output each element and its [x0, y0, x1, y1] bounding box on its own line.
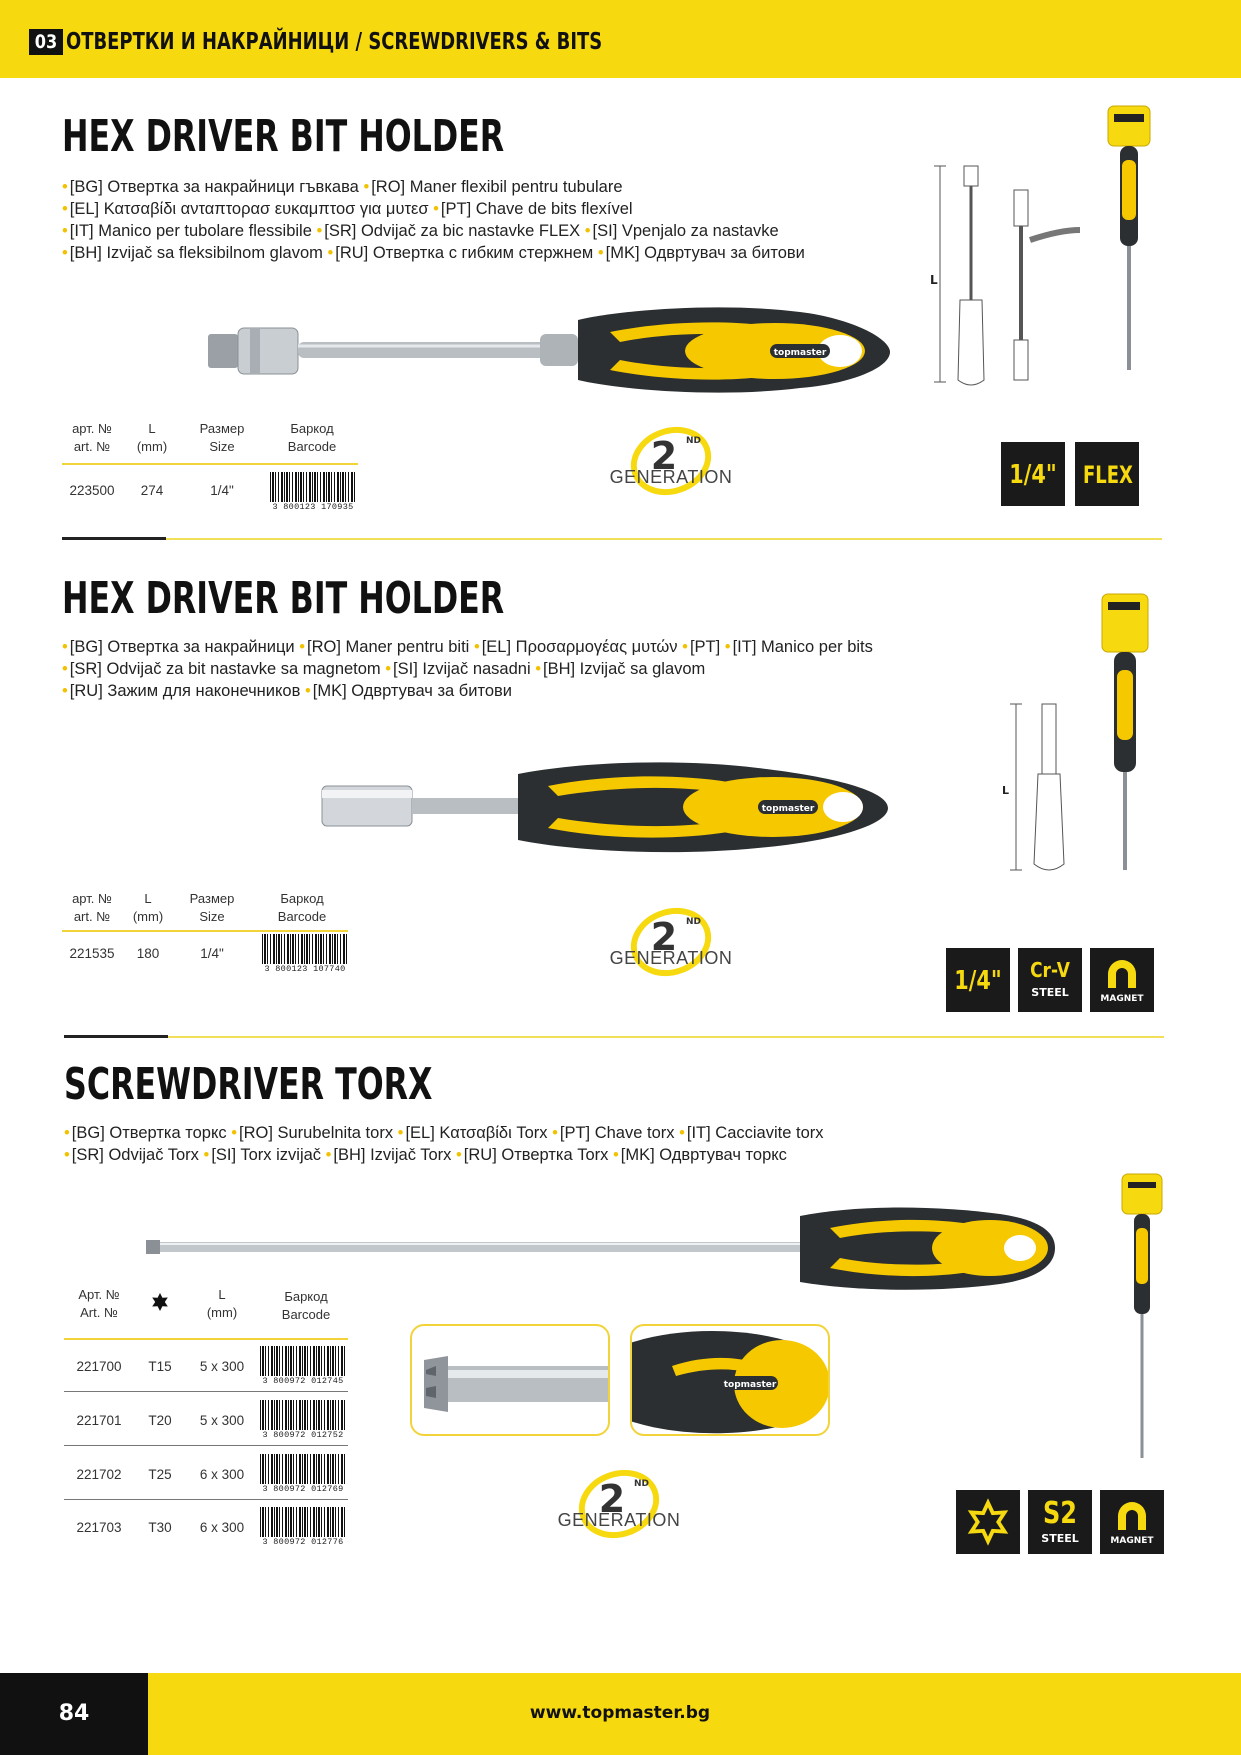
barcode-digits: 3 800972 012776: [262, 1537, 344, 1547]
magnet-badge: MAGNET: [1100, 1490, 1164, 1554]
cell-size: 6 x 300: [199, 1467, 245, 1482]
col-header-size: Размер Size: [189, 891, 235, 924]
header-rule: [62, 463, 358, 465]
flex-badge: FLEX: [1075, 442, 1139, 506]
svg-text:GENERATION: GENERATION: [609, 467, 733, 487]
dimension-label: L: [930, 273, 938, 287]
section-1-spec-table: [62, 420, 362, 510]
chapter-header: [0, 0, 1241, 78]
col-header-art: арт. № art. №: [72, 891, 112, 924]
barcode-digits: 3 800972 012769: [262, 1484, 344, 1494]
flex-bit-holder-photo: [200, 298, 900, 418]
section-2-spec-table: [62, 890, 362, 980]
cell-size: 6 x 300: [199, 1520, 245, 1535]
barcode: [258, 1507, 348, 1547]
barcode-digits: 3 800123 170935: [272, 502, 354, 512]
handle-closeup-photo: [632, 1326, 830, 1436]
page-number: 84: [0, 1673, 148, 1755]
lang-line: • [BG] Отвертка за накрайници гъвкава • [RO] Maner flexibil pentru tubulare: [62, 178, 623, 196]
cell-size: 5 x 300: [199, 1413, 245, 1428]
lang-line: • [EL] Κατσαβίδι ανταπτορασ ευκαμπτοσ για μυτεσ • [PT] Chave de bits flexível: [62, 200, 633, 218]
section-divider: [62, 538, 1162, 540]
chapter-number: 03: [29, 29, 63, 55]
barcode: [258, 1454, 348, 1494]
second-generation-logo: [586, 906, 756, 986]
cell-art: 221703: [76, 1520, 122, 1535]
cell-size: 1/4": [210, 483, 234, 498]
cell-art: 223500: [69, 483, 115, 498]
barcode-digits: 3 800123 107740: [264, 964, 346, 974]
row-separator: [64, 1499, 348, 1500]
lang-line: • [BH] Izvijač sa fleksibilnom glavom • [RU] Отвертка с гибким стержнем • [MK] Одвртувач за битови: [62, 244, 805, 262]
svg-text:2: 2: [650, 434, 678, 478]
magnet-icon: [1102, 956, 1142, 992]
quarter-inch-badge: 1/4": [1001, 442, 1065, 506]
section-2-languages: [62, 636, 873, 702]
cell-tip: T25: [148, 1467, 172, 1482]
bit-holder-photo: [318, 760, 898, 870]
col-header-art: Арт. № Art. №: [78, 1287, 120, 1320]
lang-line: • [SR] Odvijač Torx • [SI] Torx izvijač • [BH] Izvijač Torx • [RU] Отвертка Torx • [MK] Одвртувач торкс: [64, 1146, 787, 1164]
cell-art: 221700: [76, 1359, 122, 1374]
second-generation-logo: [586, 425, 756, 505]
flex-holder-package-photo: [1100, 100, 1160, 380]
lang-line: • [SR] Odvijač za bit nastavke sa magnetom • [SI] Izvijač nasadni • [BH] Izvijač sa glavom: [62, 660, 706, 678]
header-rule: [62, 930, 348, 932]
cell-tip: T30: [148, 1520, 172, 1535]
svg-text:GENERATION: GENERATION: [609, 948, 733, 968]
svg-text:ND: ND: [634, 1479, 650, 1489]
col-header-art: арт. № art. №: [72, 421, 112, 454]
lang-line: • [BG] Отвертка торкс • [RO] Surubelnita torx • [EL] Κατσαβίδι Torx • [PT] Chave torx • [IT] Cacciavite torx: [64, 1124, 824, 1142]
torx-tip-closeup: [410, 1324, 610, 1436]
header-rule: [64, 1338, 348, 1340]
magnet-icon: [1112, 1498, 1152, 1534]
col-header-barcode: Баркод Barcode: [281, 1289, 331, 1322]
cell-art: 221701: [76, 1413, 122, 1428]
flex-holder-dimension-drawing: [930, 160, 1090, 392]
brand-logo-text: topmaster: [723, 1380, 777, 1390]
lang-line: • [RU] Зажим для наконечников • [MK] Одвртувач за битови: [62, 682, 513, 700]
section-1-languages: [62, 176, 805, 264]
barcode-digits: 3 800972 012752: [262, 1430, 344, 1440]
barcode: [260, 934, 350, 974]
brand-logo-text: topmaster: [773, 348, 827, 358]
torx-icon: [964, 1498, 1012, 1546]
crv-steel-badge: Cr-V STEEL: [1018, 948, 1082, 1012]
col-header-length: L (mm): [206, 1287, 238, 1320]
second-generation-logo: [534, 1468, 704, 1548]
cell-length: 180: [136, 946, 160, 961]
svg-text:2: 2: [650, 915, 678, 959]
row-separator: [64, 1445, 348, 1446]
lang-line: • [BG] Отвертка за накрайници • [RO] Maner pentru biti • [EL] Προσαρμογέας μυτών • [PT] • [IT] Manico per bits: [62, 638, 873, 656]
cell-tip: T15: [148, 1359, 172, 1374]
torx-badge: [956, 1490, 1020, 1554]
cell-size: 1/4": [200, 946, 224, 961]
col-header-length: L (mm): [136, 421, 168, 454]
cell-art: 221535: [69, 946, 115, 961]
brand-logo-text: topmaster: [761, 804, 815, 814]
torx-package-photo: [1118, 1166, 1168, 1464]
svg-text:2: 2: [598, 1477, 626, 1521]
magnet-badge: MAGNET: [1090, 948, 1154, 1012]
cell-art: 221702: [76, 1467, 122, 1482]
cell-size: 5 x 300: [199, 1359, 245, 1374]
svg-text:GENERATION: GENERATION: [557, 1510, 681, 1530]
cell-tip: T20: [148, 1413, 172, 1428]
section-divider: [64, 1036, 1164, 1038]
chapter-title: ОТВЕРТКИ И НАКРАЙНИЦИ / SCREWDRIVERS & BITS: [66, 29, 603, 55]
svg-text:ND: ND: [686, 436, 702, 446]
col-header-barcode: Баркод Barcode: [277, 891, 327, 924]
row-separator: [64, 1391, 348, 1392]
section-3-languages: [64, 1122, 824, 1166]
col-header-length: L (mm): [132, 891, 164, 924]
s2-steel-badge: S2 STEEL: [1028, 1490, 1092, 1554]
section-2-title: HEX DRIVER BIT HOLDER: [62, 573, 505, 624]
barcode: [258, 1346, 348, 1386]
col-header-size: Размер Size: [199, 421, 245, 454]
section-3-title: SCREWDRIVER TORX: [64, 1059, 433, 1110]
lang-line: • [IT] Manico per tubolare flessibile • [SR] Odvijač za bic nastavke FLEX • [SI] Vpenjalo za nastavke: [62, 222, 779, 240]
col-header-barcode: Баркод Barcode: [287, 421, 337, 454]
website-link[interactable]: www.topmaster.bg: [529, 1703, 711, 1723]
bit-holder-dimension-drawing: [998, 700, 1098, 874]
torx-icon: [150, 1292, 170, 1312]
cell-length: 274: [140, 483, 164, 498]
barcode: [268, 472, 358, 512]
section-3-spec-table: [64, 1286, 354, 1546]
dimension-label: L: [1002, 784, 1010, 797]
quarter-inch-badge: 1/4": [946, 948, 1010, 1012]
barcode: [258, 1400, 348, 1440]
handle-closeup: [630, 1324, 830, 1436]
bit-holder-package-photo: [1096, 590, 1156, 876]
barcode-digits: 3 800972 012745: [262, 1376, 344, 1386]
svg-text:ND: ND: [686, 917, 702, 927]
section-1-title: HEX DRIVER BIT HOLDER: [62, 111, 505, 162]
torx-tip-closeup-photo: [412, 1326, 610, 1436]
